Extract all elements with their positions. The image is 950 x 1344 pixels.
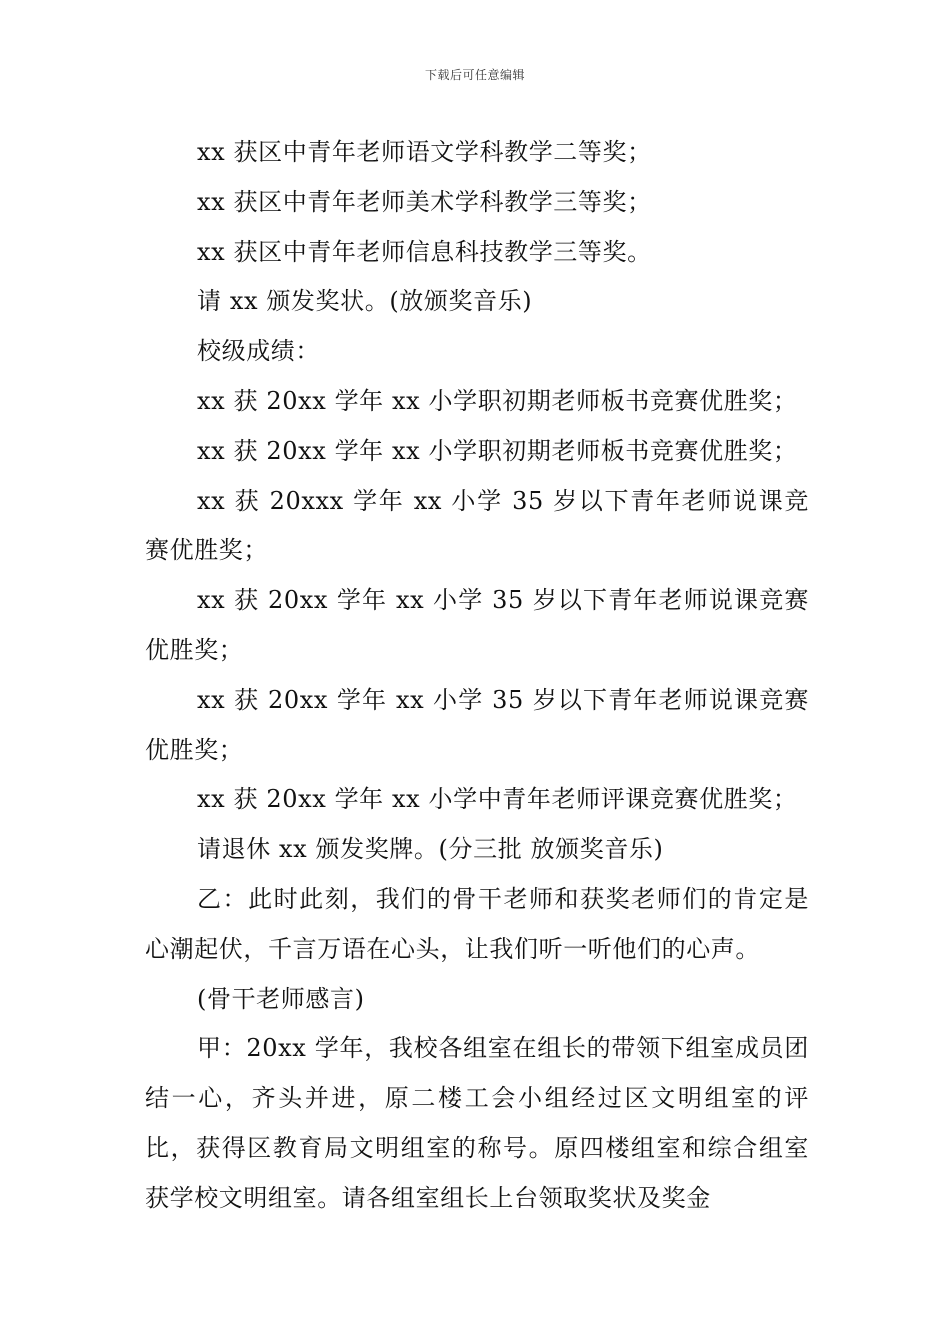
paragraph-2: xx 获区中青年老师美术学科教学三等奖； [197,187,652,216]
header-note: 下载后可任意编辑 [424,68,525,82]
paragraph-15: 甲：20xx 学年，我校各组室在组长的带领下组室成员团结一心，齐头并进，原二楼工会小组经过区文明组室的评比，获得区教育局文明组室的称号。原四楼组室和综合组室获学校文明组室。请各组室组长上台领取奖状及奖金 [145,1034,809,1212]
paragraph-5: 校级成绩： [197,337,320,366]
paragraph-1: xx 获区中青年老师语文学科教学二等奖； [197,138,652,166]
paragraph-13: 乙：此时此刻，我们的骨干老师和获奖老师们的肯定是心潮起伏，千言万语在心头，让我们听一听他们的心声。 [145,884,809,963]
paragraph-9: xx 获 20xx 学年 xx 小学 35 岁以下青年老师说课竞赛优胜奖； [145,586,809,664]
paragraph-11: xx 获 20xx 学年 xx 小学中青年老师评课竞赛优胜奖； [197,785,798,814]
paragraph-12: 请退休 xx 颁发奖牌。(分三批 放颁奖音乐) [197,835,664,864]
paragraph-14: (骨干老师感言) [197,984,365,1013]
paragraph-4: 请 xx 颁发奖状。(放颁奖音乐) [197,287,533,316]
document-body [145,128,809,1224]
paragraph-6: xx 获 20xx 学年 xx 小学职初期老师板书竞赛优胜奖； [197,386,798,415]
paragraph-8: xx 获 20xxx 学年 xx 小学 35 岁以下青年老师说课竞赛优胜奖； [145,486,809,565]
paragraph-3: xx 获区中青年老师信息科技教学三等奖。 [197,237,652,266]
paragraph-7: xx 获 20xx 学年 xx 小学职初期老师板书竞赛优胜奖； [197,436,798,465]
paragraph-10: xx 获 20xx 学年 xx 小学 35 岁以下青年老师说课竞赛优胜奖； [145,685,809,764]
